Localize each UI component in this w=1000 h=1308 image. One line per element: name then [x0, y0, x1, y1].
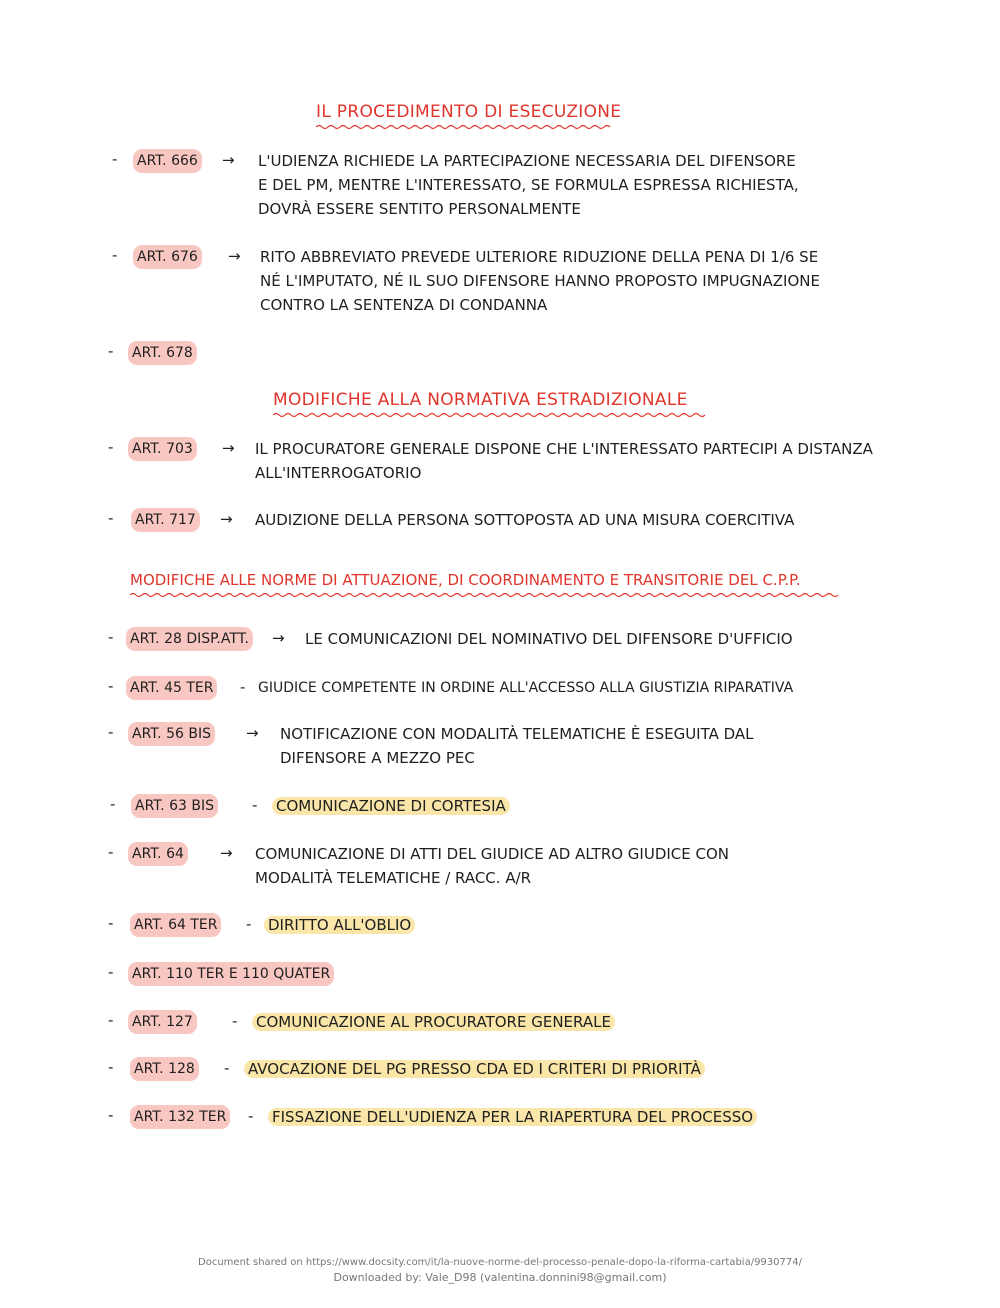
entry-description: [260, 245, 820, 317]
dash-separator: -: [224, 1059, 230, 1077]
underline-squiggle: [130, 592, 842, 598]
article-label: ART. 132 TER: [130, 1105, 230, 1129]
entry-description: [280, 722, 754, 770]
highlighted-description: FISSAZIONE DELL'UDIENZA PER LA RIAPERTURA DEL PROCESSO: [268, 1108, 757, 1126]
bullet-dash: -: [108, 1058, 114, 1076]
underline-squiggle: [316, 124, 614, 130]
arrow-separator: →: [228, 247, 241, 265]
bullet-dash: -: [108, 843, 114, 861]
entry-description: [244, 1057, 705, 1081]
arrow-separator: →: [222, 439, 235, 457]
highlighted-description: COMUNICAZIONE AL PROCURATORE GENERALE: [252, 1013, 615, 1031]
description-line: E DEL PM, MENTRE L'INTERESSATO, SE FORMULA ESPRESSA RICHIESTA,: [258, 176, 799, 194]
bullet-dash: -: [110, 795, 116, 813]
entry-description: [255, 842, 729, 890]
article-label: ART. 676: [133, 245, 202, 269]
description-line: ALL'INTERROGATORIO: [255, 464, 422, 482]
article-label: ART. 56 BIS: [128, 722, 215, 746]
bullet-dash: -: [108, 438, 114, 456]
description-line: NÉ L'IMPUTATO, NÉ IL SUO DIFENSORE HANNO PROPOSTO IMPUGNAZIONE: [260, 272, 820, 290]
entry-description: [305, 627, 793, 651]
description-line: IL PROCURATORE GENERALE DISPONE CHE L'INTERESSATO PARTECIPI A DISTANZA: [255, 440, 873, 458]
arrow-separator: →: [220, 510, 233, 528]
squiggle-path: [130, 594, 838, 597]
section-title-text: MODIFICHE ALLE NORME DI ATTUAZIONE, DI COORDINAMENTO E TRANSITORIE DEL C.P.P.: [130, 571, 801, 589]
entry-description: [272, 794, 510, 818]
article-label: ART. 110 TER E 110 QUATER: [128, 962, 334, 986]
article-label: ART. 717: [131, 508, 200, 532]
section-title-estradizionale: [273, 389, 705, 418]
dash-separator: -: [246, 915, 252, 933]
dash-separator: -: [232, 1012, 238, 1030]
bullet-dash: -: [108, 963, 114, 981]
entry-description: [258, 676, 793, 700]
entry-description: [255, 437, 873, 485]
article-label: ART. 666: [133, 149, 202, 173]
entry-description: [255, 508, 794, 532]
underline-squiggle: [273, 412, 705, 418]
section-title-text: IL PROCEDIMENTO DI ESECUZIONE: [316, 102, 622, 122]
bullet-dash: -: [112, 246, 118, 264]
article-label: ART. 64 TER: [130, 913, 221, 937]
footer-shared-url[interactable]: Document shared on https://www.docsity.com/it/la-nuove-norme-del-processo-penale-dopo-la-riforma-cartabia/9930774/: [198, 1257, 802, 1268]
description-line: DOVRÀ ESSERE SENTITO PERSONALMENTE: [258, 200, 581, 218]
squiggle-path: [273, 414, 705, 417]
entry-description: [268, 1105, 757, 1129]
dash-separator: -: [240, 678, 246, 696]
bullet-dash: -: [108, 677, 114, 695]
article-label: ART. 45 TER: [126, 676, 217, 700]
article-label: ART. 128: [130, 1057, 199, 1081]
article-label: ART. 64: [128, 842, 188, 866]
description-line: CONTRO LA SENTENZA DI CONDANNA: [260, 296, 548, 314]
description-line: GIUDICE COMPETENTE IN ORDINE ALL'ACCESSO ALLA GIUSTIZIA RIPARATIVA: [258, 680, 794, 696]
bullet-dash: -: [108, 509, 114, 527]
arrow-separator: →: [222, 151, 235, 169]
entry-description: [252, 1010, 615, 1034]
arrow-separator: →: [220, 844, 233, 862]
bullet-dash: -: [108, 1106, 114, 1124]
article-label: ART. 678: [128, 341, 197, 365]
section-title-esecuzione: [316, 101, 621, 130]
arrow-separator: →: [272, 629, 285, 647]
footer-downloaded-by: Downloaded by: Vale_D98 (valentina.donnini98@gmail.com): [333, 1271, 667, 1284]
article-label: ART. 127: [128, 1010, 197, 1034]
highlighted-description: COMUNICAZIONE DI CORTESIA: [272, 797, 510, 815]
bullet-dash: -: [108, 723, 114, 741]
squiggle-path: [316, 126, 610, 129]
article-label: ART. 703: [128, 437, 197, 461]
article-label: ART. 28 DISP.ATT.: [126, 627, 253, 651]
bullet-dash: -: [108, 914, 114, 932]
bullet-dash: -: [108, 628, 114, 646]
dash-separator: -: [252, 796, 258, 814]
description-line: RITO ABBREVIATO PREVEDE ULTERIORE RIDUZIONE DELLA PENA DI 1/6 SE: [260, 248, 819, 266]
section-title-text: MODIFICHE ALLA NORMATIVA ESTRADIZIONALE: [273, 390, 688, 410]
section-title-attuazione: [130, 569, 842, 598]
bullet-dash: -: [112, 150, 118, 168]
arrow-separator: →: [246, 724, 259, 742]
description-line: L'UDIENZA RICHIEDE LA PARTECIPAZIONE NECESSARIA DEL DIFENSORE: [258, 152, 796, 170]
entry-description: [258, 149, 799, 221]
highlighted-description: DIRITTO ALL'OBLIO: [264, 916, 415, 934]
description-line: MODALITÀ TELEMATICHE / RACC. A/R: [255, 869, 532, 887]
description-line: NOTIFICAZIONE CON MODALITÀ TELEMATICHE È ESEGUITA DAL: [280, 725, 754, 743]
article-label: ART. 63 BIS: [131, 794, 218, 818]
description-line: DIFENSORE A MEZZO PEC: [280, 749, 475, 767]
highlighted-description: AVOCAZIONE DEL PG PRESSO CDA ED I CRITERI DI PRIORITÀ: [244, 1060, 705, 1078]
description-line: AUDIZIONE DELLA PERSONA SOTTOPOSTA AD UNA MISURA COERCITIVA: [255, 511, 795, 529]
dash-separator: -: [248, 1107, 254, 1125]
bullet-dash: -: [108, 342, 114, 360]
entry-description: [264, 913, 415, 937]
description-line: COMUNICAZIONE DI ATTI DEL GIUDICE AD ALTRO GIUDICE CON: [255, 845, 730, 863]
bullet-dash: -: [108, 1011, 114, 1029]
description-line: LE COMUNICAZIONI DEL NOMINATIVO DEL DIFENSORE D'UFFICIO: [305, 630, 793, 648]
